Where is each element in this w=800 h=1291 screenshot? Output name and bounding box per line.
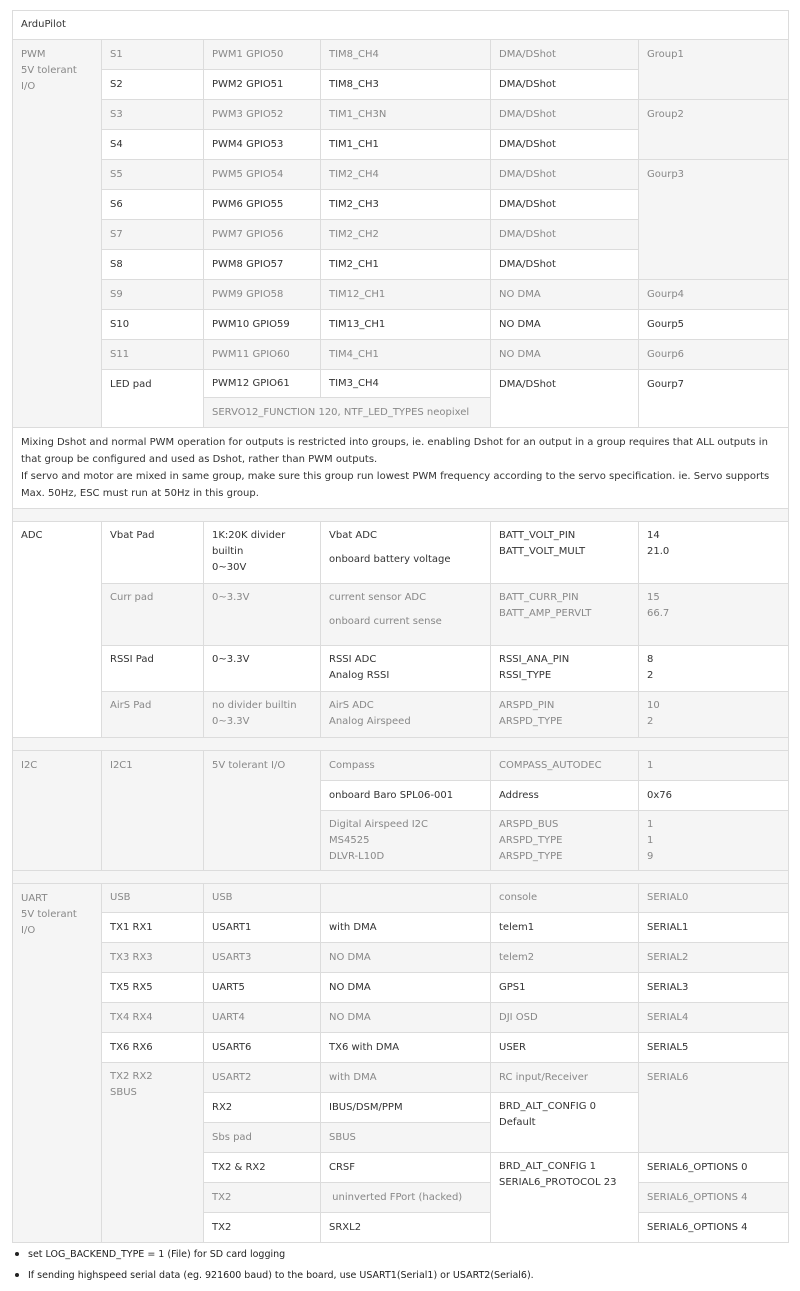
adc-range	[204, 692, 321, 738]
table-title: ArduPilot	[13, 11, 789, 40]
adc-row	[13, 522, 789, 584]
i2c-value: 1	[647, 835, 654, 846]
adc-range-line: 0~3.3V	[212, 654, 250, 665]
adc-range	[204, 584, 321, 646]
i2c-param: Address	[491, 781, 639, 811]
uart-sbus-pins	[102, 1063, 204, 1243]
adc-param: ARSPD_PIN	[499, 700, 555, 711]
uart-serial: SERIAL0	[639, 884, 789, 913]
uart-function: telem2	[491, 943, 639, 973]
adc-desc-line: Vbat ADC	[329, 530, 377, 541]
pwm-timer: TIM4_CH1	[321, 340, 491, 370]
i2c-tolerance: 5V tolerant I/O	[204, 751, 321, 871]
list-item: If sending highspeed serial data (eg. 921600 baud) to the board, use USART1(Serial1) or USART2(Serial6).	[28, 1267, 800, 1284]
uart-port: USART1	[204, 913, 321, 943]
pwm-timer: TIM8_CH4	[321, 40, 491, 70]
uart-sub-pin: Sbs pad	[204, 1123, 321, 1153]
i2c-value: 0x76	[639, 781, 789, 811]
adc-pad: AirS Pad	[102, 692, 204, 738]
uart-port: USB	[204, 884, 321, 913]
adc-range-line: 0~30V	[212, 562, 247, 573]
spacer	[13, 871, 789, 884]
pwm-dma: DMA/DShot	[491, 130, 639, 160]
uart-row	[13, 1063, 789, 1093]
adc-label: ADC	[13, 522, 102, 738]
adc-params	[491, 522, 639, 584]
uart-sublabel: 5V tolerant I/O	[21, 909, 77, 936]
ardupilot-table	[12, 10, 789, 1243]
spacer	[13, 509, 789, 522]
uart-config-line: BRD_ALT_CONFIG 1	[499, 1161, 596, 1172]
uart-serial: SERIAL2	[639, 943, 789, 973]
notes-list	[12, 1246, 800, 1288]
pwm-row	[13, 340, 789, 370]
led-pad-note: SERVO12_FUNCTION 120, NTF_LED_TYPES neopixel	[204, 398, 491, 428]
pwm-timer: TIM8_CH3	[321, 70, 491, 100]
i2c-param: ARSPD_TYPE	[499, 835, 563, 846]
pwm-row	[13, 310, 789, 340]
uart-sub-pin: TX2	[204, 1183, 321, 1213]
pwm-timer: TIM2_CH2	[321, 220, 491, 250]
uart-config	[491, 1153, 639, 1243]
adc-param: RSSI_ANA_PIN	[499, 654, 570, 665]
adc-value: 21.0	[647, 546, 670, 557]
pwm-dma: DMA/DShot	[491, 250, 639, 280]
i2c-device: onboard Baro SPL06-001	[321, 781, 491, 811]
i2c-value: 9	[647, 851, 654, 862]
uart-config-line: SERIAL6_PROTOCOL 23	[499, 1177, 617, 1188]
spacer-row	[13, 738, 789, 751]
uart-dma: with DMA	[321, 913, 491, 943]
adc-range	[204, 646, 321, 692]
pwm-pin: PWM5 GPIO54	[204, 160, 321, 190]
adc-values	[639, 646, 789, 692]
adc-value: 8	[647, 654, 654, 665]
adc-desc-line: RSSI ADC	[329, 654, 377, 665]
uart-label: UART	[21, 893, 48, 904]
adc-value: 14	[647, 530, 660, 541]
pwm-group: Gourp6	[639, 340, 789, 370]
pwm-row	[13, 40, 789, 70]
adc-desc-line: AirS ADC	[329, 700, 374, 711]
pwm-s: LED pad	[102, 370, 204, 428]
pwm-dma: DMA/DShot	[491, 160, 639, 190]
i2c-device	[321, 811, 491, 871]
uart-function: DJI OSD	[491, 1003, 639, 1033]
pwm-pin: PWM2 GPIO51	[204, 70, 321, 100]
spacer-row	[13, 509, 789, 522]
adc-param: ARSPD_TYPE	[499, 716, 563, 727]
uart-serial: SERIAL5	[639, 1033, 789, 1063]
i2c-bus: I2C1	[102, 751, 204, 871]
title-row	[13, 11, 789, 40]
pwm-dma: DMA/DShot	[491, 370, 639, 428]
adc-desc	[321, 692, 491, 738]
pwm-s: S11	[102, 340, 204, 370]
uart-config-line: Default	[499, 1117, 536, 1128]
pwm-timer: TIM13_CH1	[321, 310, 491, 340]
pwm-pin: PWM7 GPIO56	[204, 220, 321, 250]
pwm-pin: PWM11 GPIO60	[204, 340, 321, 370]
pwm-dma: DMA/DShot	[491, 190, 639, 220]
pwm-s: S2	[102, 70, 204, 100]
pwm-row	[13, 100, 789, 130]
adc-params	[491, 646, 639, 692]
adc-value: 15	[647, 592, 660, 603]
pwm-group: Gourp3	[639, 160, 789, 280]
adc-param: BATT_VOLT_PIN	[499, 530, 576, 541]
uart-dma: with DMA	[321, 1063, 491, 1093]
uart-port: UART5	[204, 973, 321, 1003]
uart-sub-protocol: IBUS/DSM/PPM	[321, 1093, 491, 1123]
i2c-params	[491, 811, 639, 871]
pwm-row	[13, 160, 789, 190]
uart-function: GPS1	[491, 973, 639, 1003]
pwm-group: Gourp5	[639, 310, 789, 340]
adc-desc-line: Analog RSSI	[329, 670, 390, 681]
uart-dma: NO DMA	[321, 1003, 491, 1033]
uart-pins-line: SBUS	[110, 1087, 137, 1098]
adc-range-line: 0~3.3V	[212, 592, 250, 603]
pwm-dma: NO DMA	[491, 280, 639, 310]
pwm-dma: DMA/DShot	[491, 100, 639, 130]
uart-serial: SERIAL1	[639, 913, 789, 943]
uart-sub-pin: RX2	[204, 1093, 321, 1123]
adc-params	[491, 584, 639, 646]
uart-function: RC input/Receiver	[491, 1063, 639, 1093]
pwm-s: S3	[102, 100, 204, 130]
adc-pad: Vbat Pad	[102, 522, 204, 584]
pwm-s: S4	[102, 130, 204, 160]
pwm-label: PWM	[21, 49, 46, 60]
uart-sub-protocol: SRXL2	[321, 1213, 491, 1243]
uart-serial: SERIAL4	[639, 1003, 789, 1033]
adc-pad: Curr pad	[102, 584, 204, 646]
pwm-timer: TIM1_CH3N	[321, 100, 491, 130]
pwm-s: S9	[102, 280, 204, 310]
uart-pins-line: TX2 RX2	[110, 1071, 153, 1082]
pwm-timer: TIM12_CH1	[321, 280, 491, 310]
pwm-note-line: Mixing Dshot and normal PWM operation for outputs is restricted into groups, ie. enabling Dshot for an output in a group requires that ALL outputs in that group be configured and used as Dshot, rather than PWM outputs.	[21, 437, 768, 465]
pwm-pin: PWM10 GPIO59	[204, 310, 321, 340]
i2c-param: ARSPD_BUS	[499, 819, 559, 830]
uart-sub-protocol: uninverted FPort (hacked)	[321, 1183, 491, 1213]
i2c-device-line: DLVR-L10D	[329, 851, 385, 862]
pwm-pin: PWM6 GPIO55	[204, 190, 321, 220]
uart-pins: TX3 RX3	[102, 943, 204, 973]
uart-pins: TX4 RX4	[102, 1003, 204, 1033]
uart-config	[491, 1093, 639, 1153]
pwm-timer: TIM2_CH3	[321, 190, 491, 220]
adc-desc	[321, 646, 491, 692]
i2c-label: I2C	[13, 751, 102, 871]
uart-option: SERIAL6_OPTIONS 0	[639, 1153, 789, 1183]
uart-port: USART3	[204, 943, 321, 973]
pwm-dma: NO DMA	[491, 310, 639, 340]
uart-dma: TX6 with DMA	[321, 1033, 491, 1063]
uart-option: SERIAL6_OPTIONS 4	[639, 1213, 789, 1243]
adc-row	[13, 692, 789, 738]
uart-row	[13, 943, 789, 973]
adc-pad: RSSI Pad	[102, 646, 204, 692]
pwm-note-line: If servo and motor are mixed in same group, make sure this group run lowest PWM frequency according to the servo specification. ie. Servo supports Max. 50Hz, ESC must run at 50Hz in this group.	[21, 471, 770, 499]
pwm-s: S5	[102, 160, 204, 190]
uart-sub-pin: TX2	[204, 1213, 321, 1243]
uart-pins: TX5 RX5	[102, 973, 204, 1003]
adc-desc	[321, 522, 491, 584]
adc-range	[204, 522, 321, 584]
list-item: set LOG_BACKEND_TYPE = 1 (File) for SD card logging	[28, 1246, 800, 1263]
uart-sub-protocol: CRSF	[321, 1153, 491, 1183]
i2c-row	[13, 751, 789, 781]
i2c-value: 1	[639, 751, 789, 781]
i2c-device-line: MS4525	[329, 835, 370, 846]
pwm-s: S8	[102, 250, 204, 280]
pwm-timer: TIM2_CH1	[321, 250, 491, 280]
pwm-dma: DMA/DShot	[491, 40, 639, 70]
adc-desc-line: onboard battery voltage	[329, 554, 451, 565]
pwm-pin: PWM12 GPIO61	[204, 370, 321, 398]
pwm-s: S1	[102, 40, 204, 70]
uart-pins: USB	[102, 884, 204, 913]
uart-row	[13, 1033, 789, 1063]
uart-sub-protocol: SBUS	[321, 1123, 491, 1153]
pwm-note	[13, 428, 789, 509]
uart-config-line: BRD_ALT_CONFIG 0	[499, 1101, 596, 1112]
adc-params	[491, 692, 639, 738]
pwm-dma: DMA/DShot	[491, 220, 639, 250]
adc-value: 2	[647, 716, 654, 727]
uart-serial: SERIAL6	[639, 1063, 789, 1153]
adc-desc	[321, 584, 491, 646]
uart-port: USART2	[204, 1063, 321, 1093]
pwm-s: S7	[102, 220, 204, 250]
pwm-row	[13, 370, 789, 398]
adc-param: BATT_CURR_PIN	[499, 592, 579, 603]
uart-row	[13, 973, 789, 1003]
i2c-param: ARSPD_TYPE	[499, 851, 563, 862]
uart-row	[13, 884, 789, 913]
uart-dma: NO DMA	[321, 943, 491, 973]
i2c-values	[639, 811, 789, 871]
pwm-pin: PWM4 GPIO53	[204, 130, 321, 160]
adc-desc-line: current sensor ADC	[329, 592, 427, 603]
uart-dma: NO DMA	[321, 973, 491, 1003]
i2c-device-line: Digital Airspeed I2C	[329, 819, 429, 830]
adc-value: 2	[647, 670, 654, 681]
pwm-group: Group2	[639, 100, 789, 160]
pwm-timer: TIM2_CH4	[321, 160, 491, 190]
uart-option: SERIAL6_OPTIONS 4	[639, 1183, 789, 1213]
i2c-value: 1	[647, 819, 654, 830]
adc-param: BATT_AMP_PERVLT	[499, 608, 592, 619]
pwm-pin: PWM1 GPIO50	[204, 40, 321, 70]
spacer-row	[13, 871, 789, 884]
uart-function: console	[491, 884, 639, 913]
pwm-dma: DMA/DShot	[491, 70, 639, 100]
adc-param: RSSI_TYPE	[499, 670, 552, 681]
uart-pins: TX1 RX1	[102, 913, 204, 943]
uart-port: USART6	[204, 1033, 321, 1063]
adc-row	[13, 584, 789, 646]
uart-row	[13, 1003, 789, 1033]
uart-function: telem1	[491, 913, 639, 943]
pwm-dma: NO DMA	[491, 340, 639, 370]
pwm-pin: PWM3 GPIO52	[204, 100, 321, 130]
pwm-timer: TIM3_CH4	[321, 370, 491, 398]
i2c-param: COMPASS_AUTODEC	[491, 751, 639, 781]
uart-serial: SERIAL3	[639, 973, 789, 1003]
uart-row	[13, 913, 789, 943]
adc-range-line: 1K:20K divider builtin	[212, 530, 286, 557]
adc-desc-line: Analog Airspeed	[329, 716, 411, 727]
pwm-group: Gourp4	[639, 280, 789, 310]
adc-param: BATT_VOLT_MULT	[499, 546, 586, 557]
adc-range-line: no divider builtin	[212, 700, 297, 711]
uart-label-cell	[13, 884, 102, 1243]
pwm-timer: TIM1_CH1	[321, 130, 491, 160]
adc-value: 10	[647, 700, 660, 711]
pwm-group: Group1	[639, 40, 789, 100]
pwm-sublabel: 5V tolerant I/O	[21, 65, 77, 92]
uart-pins: TX6 RX6	[102, 1033, 204, 1063]
adc-values	[639, 522, 789, 584]
uart-function: USER	[491, 1033, 639, 1063]
ardupilot-page	[12, 10, 788, 1243]
adc-desc-line: onboard current sense	[329, 616, 442, 627]
pwm-pin: PWM9 GPIO58	[204, 280, 321, 310]
uart-sub-pin: TX2 & RX2	[204, 1153, 321, 1183]
adc-row	[13, 646, 789, 692]
adc-values	[639, 692, 789, 738]
pwm-s: S6	[102, 190, 204, 220]
pwm-row	[13, 280, 789, 310]
adc-values	[639, 584, 789, 646]
adc-value: 66.7	[647, 608, 670, 619]
pwm-note-row	[13, 428, 789, 509]
pwm-label-cell	[13, 40, 102, 428]
uart-dma	[321, 884, 491, 913]
pwm-s: S10	[102, 310, 204, 340]
pwm-group: Gourp7	[639, 370, 789, 428]
i2c-device: Compass	[321, 751, 491, 781]
pwm-pin: PWM8 GPIO57	[204, 250, 321, 280]
spacer	[13, 738, 789, 751]
uart-port: UART4	[204, 1003, 321, 1033]
adc-range-line: 0~3.3V	[212, 716, 250, 727]
